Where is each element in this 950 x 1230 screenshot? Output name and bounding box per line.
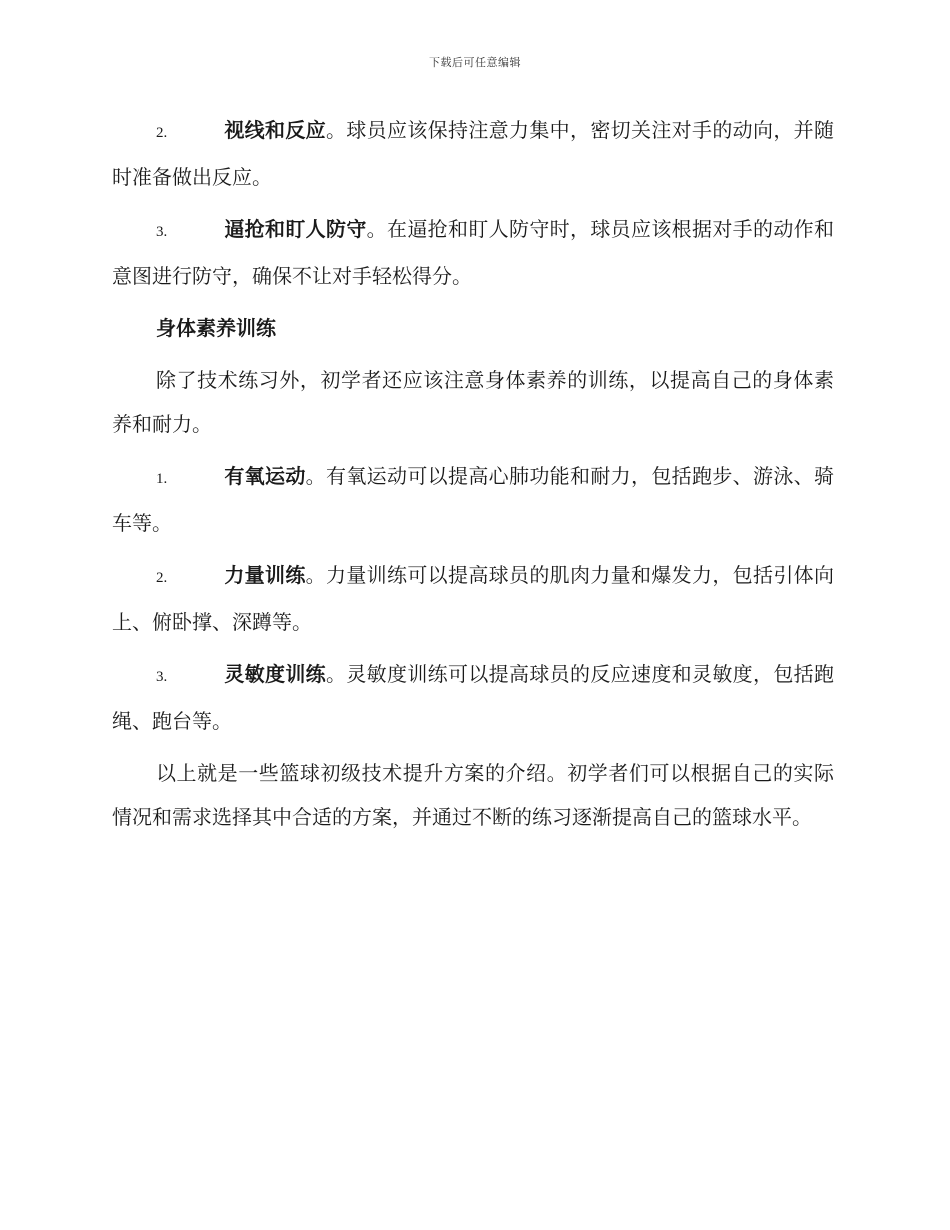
list-item-title: 有氧运动 [224,464,306,488]
list-item-sight-reaction [112,108,834,199]
list-item-title: 力量训练 [224,563,306,587]
list-item-text: 。在逼抢和盯人防守时，球员应该根据对手的动作和意图进行防守，确保不让对手轻松得分。 [112,217,835,288]
list-item-agility [112,652,834,743]
paragraph-fitness-intro: 除了技术练习外，初学者还应该注意身体素养的训练，以提高自己的身体素养和耐力。 [112,368,834,436]
page-header: 下载后可任意编辑 [429,56,521,69]
list-item-text: 。有氧运动可以提高心肺功能和耐力，包括跑步、游泳、骑车等。 [112,464,835,535]
paragraph-conclusion: 以上就是一些篮球初级技术提升方案的介绍。初学者们可以根据自己的实际情况和需求选择其中合适的方案，并通过不断的练习逐渐提高自己的篮球水平。 [112,761,834,829]
list-number: 3. [156,224,168,240]
list-item-strength [112,553,834,644]
document-body [112,108,834,847]
list-item-text: 。灵敏度训练可以提高球员的反应速度和灵敏度，包括跑绳、跑台等。 [112,662,834,733]
list-item-title: 逼抢和盯人防守 [224,217,367,241]
list-item-press-defense [112,207,834,298]
section-heading-fitness: 身体素养训练 [156,316,276,340]
list-item-text: 。球员应该保持注意力集中，密切关注对手的动向，并随时准备做出反应。 [112,118,834,189]
list-number: 3. [156,669,168,685]
list-item-title: 灵敏度训练 [224,662,326,686]
list-number: 2. [156,570,168,586]
list-number: 1. [156,471,168,487]
list-number: 2. [156,125,168,141]
list-item-text: 。力量训练可以提高球员的肌肉力量和爆发力，包括引体向上、俯卧撑、深蹲等。 [112,563,835,634]
list-item-title: 视线和反应 [224,118,326,142]
list-item-aerobic [112,454,834,545]
